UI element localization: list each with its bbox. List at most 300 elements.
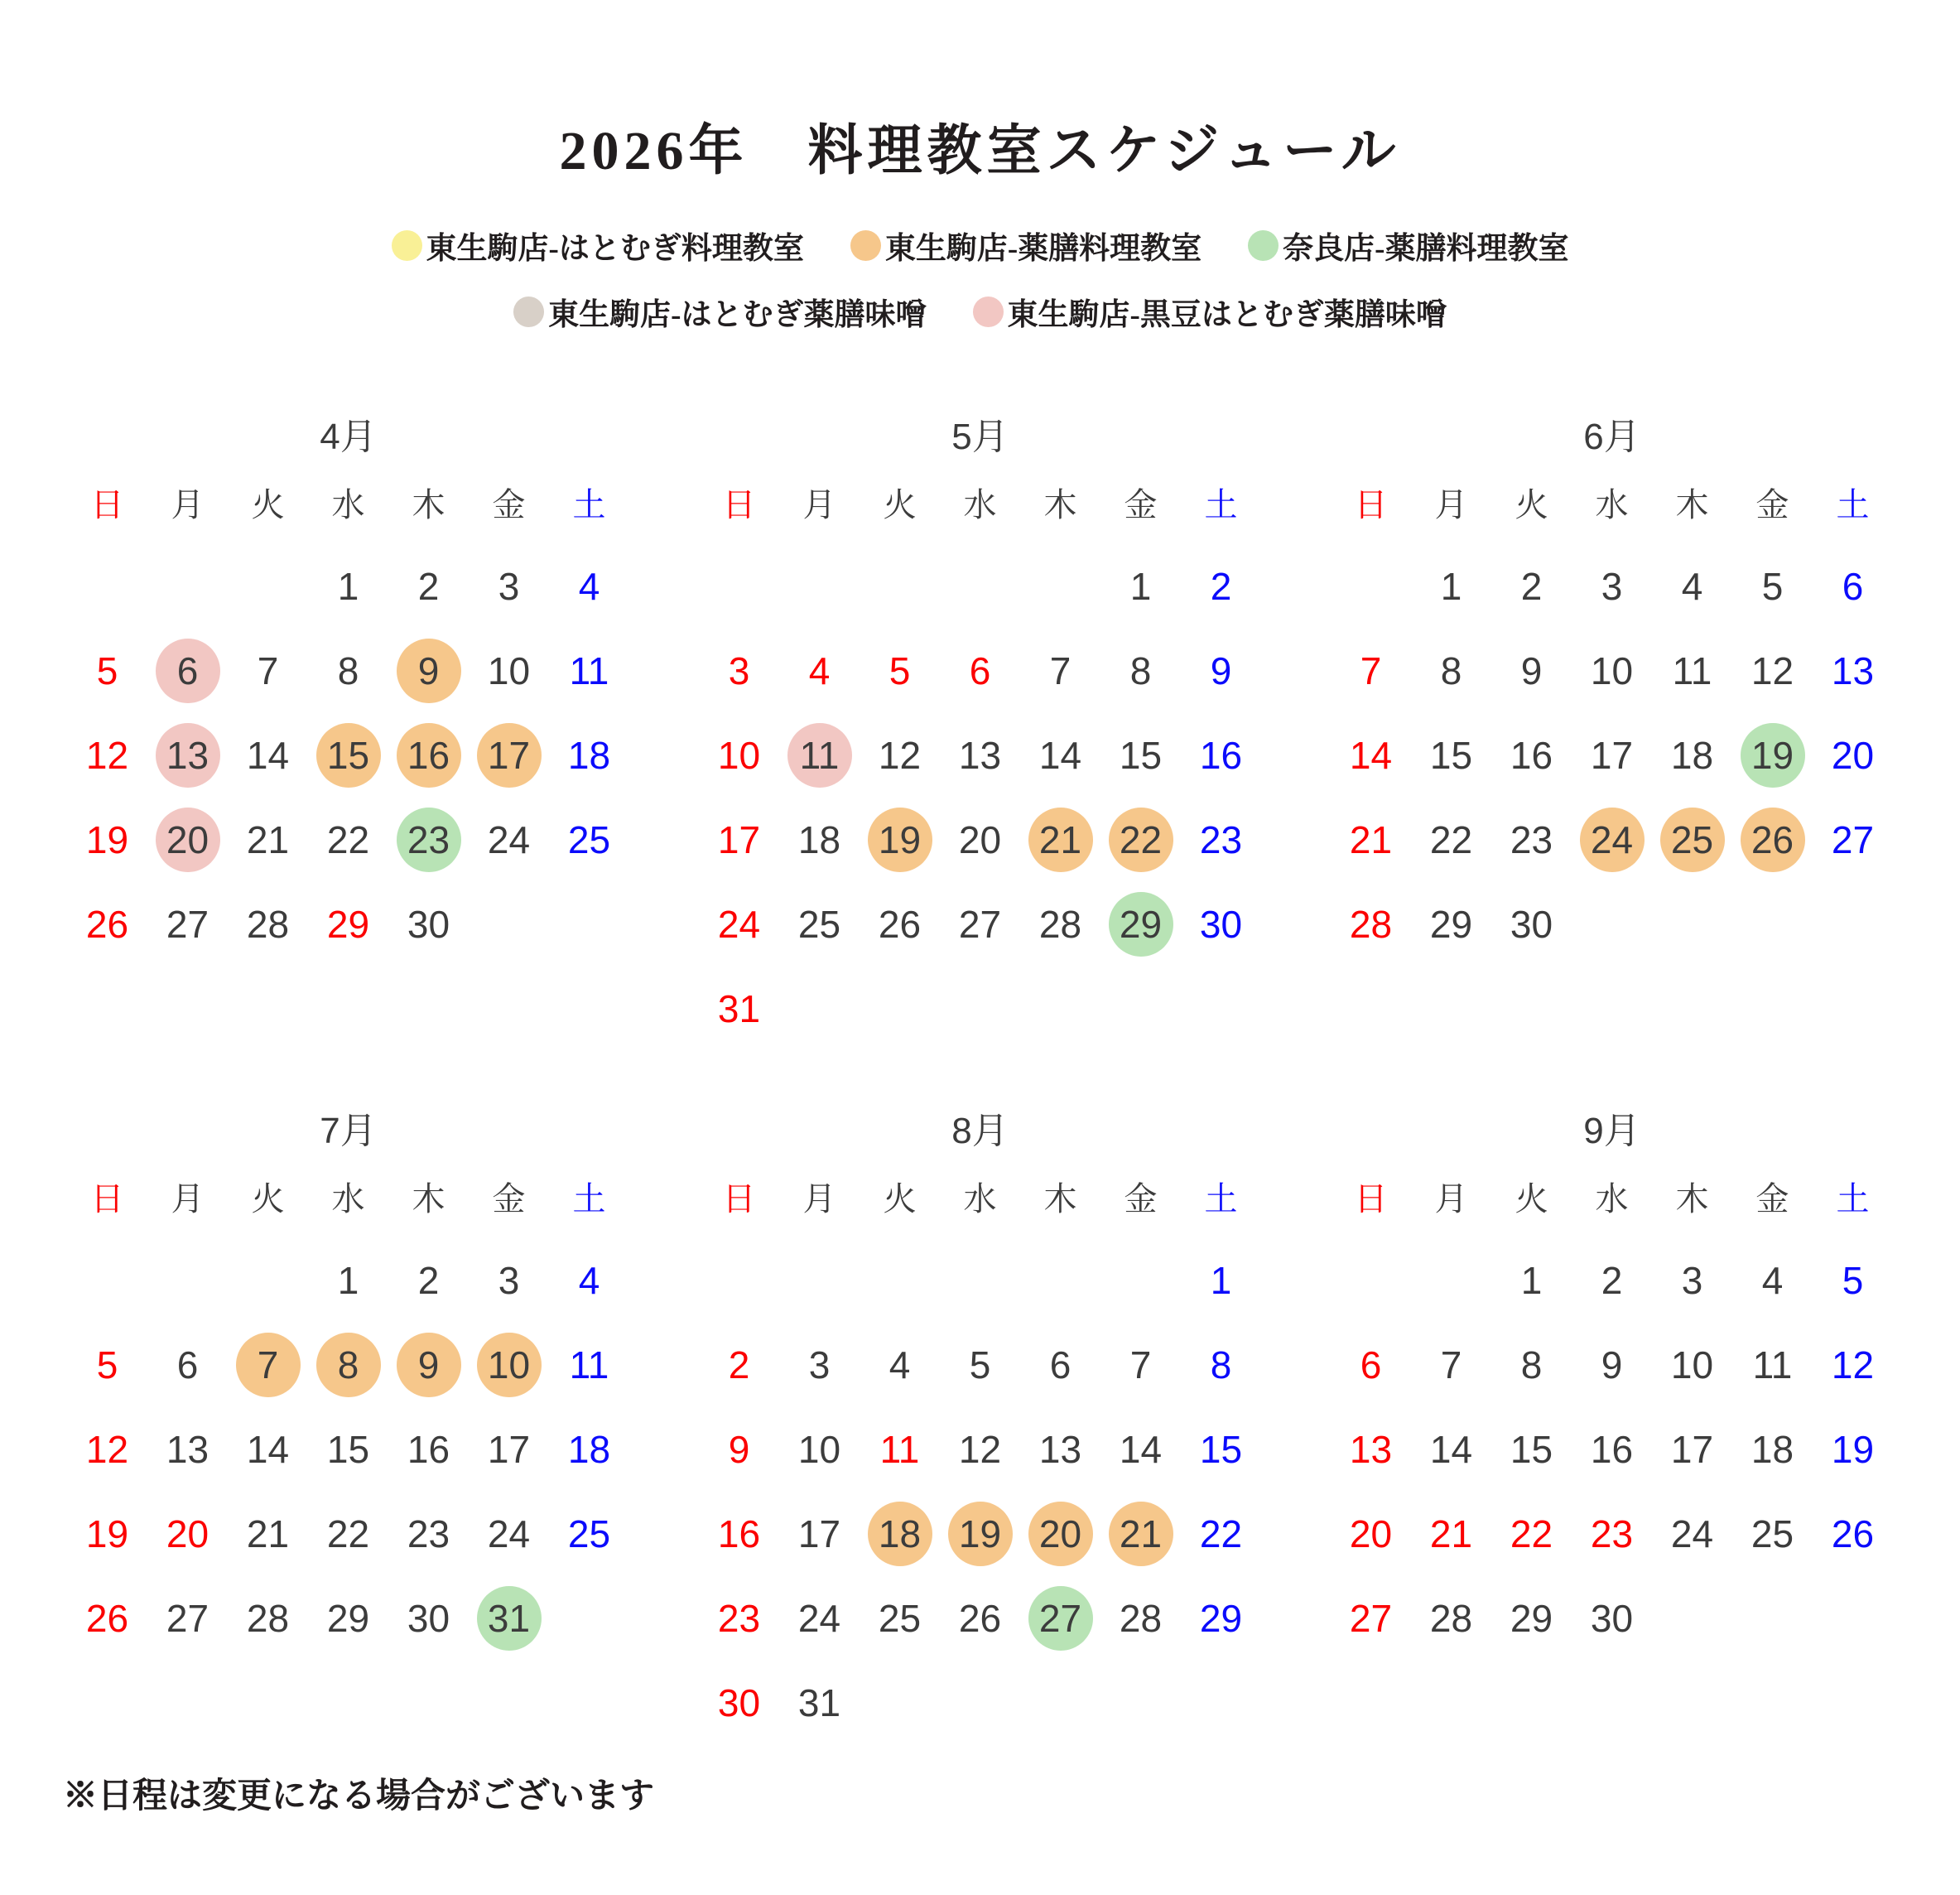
day-number: 8 [1129,649,1152,693]
weekday-header: 木 [412,486,445,523]
empty-cell [1411,1238,1491,1323]
day-cell [228,713,308,798]
day-number: 15 [1199,1428,1243,1472]
day-number: 4 [578,1259,600,1303]
day-cell [1100,882,1181,967]
weekday-header: 日 [90,486,124,523]
day-cell [1100,1323,1181,1407]
legend-label: 東生駒店-黒豆はとむぎ薬膳味噌 [1007,298,1447,333]
day-number: 4 [578,565,600,609]
day-number: 6 [176,1343,199,1387]
day-number: 20 [958,818,1002,862]
day-cell [308,1323,388,1407]
weekday-header: 日 [1354,486,1388,523]
day-cell [1813,629,1893,713]
month-grid [1331,1154,1893,1661]
day-number: 16 [1510,734,1553,778]
day-number: 18 [797,818,841,862]
weekday-header: 木 [1675,486,1709,523]
day-cell [860,713,940,798]
day-cell [1411,882,1491,967]
day-cell [1813,713,1893,798]
day-number: 6 [1049,1343,1071,1387]
day-number: 12 [878,734,922,778]
green-dot-icon [1248,230,1279,261]
day-cell [469,1492,549,1576]
day-cell [1572,713,1652,798]
day-number: 11 [569,1343,609,1387]
day-number: 25 [567,1512,611,1556]
day-number: 12 [958,1428,1002,1472]
day-number: 28 [246,1597,290,1641]
day-cell [1652,1238,1732,1323]
month-title: 8月 [951,1111,1009,1152]
empty-cell [1652,882,1732,967]
day-number: 5 [96,1343,118,1387]
day-cell [308,882,388,967]
day-number: 2 [1601,1259,1623,1303]
day-number: 5 [889,649,911,693]
day-number: 23 [1199,818,1243,862]
day-cell [1732,629,1813,713]
empty-cell [1020,1661,1100,1745]
empty-cell [1100,967,1181,1051]
day-cell [228,798,308,882]
month-9月 [1331,1101,1893,1745]
day-cell [779,629,860,713]
weekday-header: 日 [722,486,756,523]
empty-cell [860,1661,940,1745]
day-cell [1732,1407,1813,1492]
day-cell [1100,544,1181,629]
day-cell [940,629,1020,713]
day-cell [1652,544,1732,629]
day-cell [549,1238,629,1323]
day-cell [308,1238,388,1323]
legend-label: 東生駒店-はとむぎ料理教室 [426,232,804,267]
legend-label: 東生駒店-はとむぎ薬膳味噌 [548,298,927,333]
day-number: 31 [797,1681,841,1725]
day-number: 26 [878,903,922,947]
day-cell [147,1576,228,1661]
day-number: 10 [487,649,531,693]
day-number: 27 [1831,818,1875,862]
day-cell [228,1492,308,1576]
empty-cell [549,882,629,967]
day-number: 25 [878,1597,922,1641]
empty-cell [147,1238,228,1323]
day-number: 15 [326,734,370,778]
day-number: 27 [1038,1597,1082,1641]
day-number: 10 [1590,649,1634,693]
day-number: 13 [958,734,1002,778]
weekday-header: 水 [331,486,365,523]
day-number: 18 [567,1428,611,1472]
day-number: 24 [1590,818,1634,862]
day-number: 9 [1210,649,1232,693]
day-cell [1181,713,1261,798]
day-cell [1572,1238,1652,1323]
day-number: 23 [1510,818,1553,862]
day-cell [699,1492,779,1576]
day-number: 23 [407,818,450,862]
day-number: 17 [487,1428,531,1472]
day-number: 11 [569,649,609,693]
empty-cell [1020,967,1100,1051]
day-cell [1411,1576,1491,1661]
day-cell [1100,798,1181,882]
day-number: 22 [1119,818,1163,862]
empty-cell [1572,882,1652,967]
day-number: 2 [1520,565,1543,609]
day-cell [67,713,147,798]
day-cell [1020,1576,1100,1661]
day-cell [779,798,860,882]
day-number: 26 [85,1597,129,1641]
day-cell [1020,1323,1100,1407]
day-cell [388,1407,469,1492]
legend-label: 東生駒店-薬膳料理教室 [884,232,1202,267]
empty-cell [1181,967,1261,1051]
day-number: 13 [1038,1428,1082,1472]
day-cell [940,1492,1020,1576]
day-cell [860,629,940,713]
day-cell [1100,1407,1181,1492]
day-cell [940,798,1020,882]
day-cell [1331,1576,1411,1661]
weekday-header: 金 [1124,486,1158,523]
empty-cell [940,1661,1020,1745]
legend-label: 奈良店-薬膳料理教室 [1283,232,1569,267]
day-number: 29 [1429,903,1473,947]
day-cell [1813,1238,1893,1323]
day-cell [860,1407,940,1492]
day-cell [147,1323,228,1407]
day-cell [1491,882,1572,967]
day-number: 13 [166,1428,209,1472]
day-cell [779,1492,860,1576]
day-number: 26 [958,1597,1002,1641]
empty-cell [1813,882,1893,967]
empty-cell [1100,1661,1181,1745]
day-cell [1411,1492,1491,1576]
day-number: 7 [1360,649,1382,693]
day-cell [1732,1323,1813,1407]
day-cell [308,1576,388,1661]
empty-cell [147,544,228,629]
day-number: 4 [1761,1259,1784,1303]
day-cell [147,1492,228,1576]
day-number: 29 [326,1597,370,1641]
day-number: 3 [1681,1259,1703,1303]
day-cell [1491,629,1572,713]
day-cell [469,1323,549,1407]
day-number: 16 [1199,734,1243,778]
day-number: 20 [166,1512,209,1556]
day-number: 22 [1429,818,1473,862]
day-cell [1411,629,1491,713]
day-number: 1 [1520,1259,1543,1303]
day-cell [1020,629,1100,713]
day-number: 7 [1129,1343,1152,1387]
month-grid [699,1154,1261,1745]
day-number: 8 [337,1343,359,1387]
day-cell [67,1323,147,1407]
weekday-header: 土 [1204,486,1238,523]
empty-cell [940,967,1020,1051]
weekday-header: 金 [1124,1180,1158,1218]
weekday-header: 月 [802,486,836,523]
gray-dot-icon [513,297,544,327]
day-cell [1100,1576,1181,1661]
weekday-header: 月 [802,1180,836,1218]
month-4月 [67,407,629,1051]
empty-cell [1652,1576,1732,1661]
day-number: 31 [717,987,761,1031]
day-number: 5 [96,649,118,693]
day-cell [1491,1323,1572,1407]
day-number: 19 [85,818,129,862]
day-cell [1331,798,1411,882]
day-cell [699,713,779,798]
day-number: 20 [1831,734,1875,778]
day-cell [1491,544,1572,629]
day-number: 7 [1049,649,1071,693]
day-number: 17 [797,1512,841,1556]
day-number: 20 [1349,1512,1393,1556]
day-cell [308,1492,388,1576]
day-number: 4 [889,1343,911,1387]
empty-cell [1331,544,1411,629]
day-cell [469,713,549,798]
day-cell [549,713,629,798]
day-cell [147,882,228,967]
day-cell [699,1661,779,1745]
day-number: 21 [246,818,290,862]
day-cell [469,629,549,713]
day-number: 3 [728,649,750,693]
day-number: 13 [1349,1428,1393,1472]
weekday-header: 金 [492,486,526,523]
day-cell [469,798,549,882]
day-cell [67,1576,147,1661]
day-cell [1020,882,1100,967]
yellow-dot-icon [392,230,422,261]
day-cell [1181,629,1261,713]
day-number: 7 [257,1343,279,1387]
day-number: 5 [1842,1259,1864,1303]
schedule-page [0,36,1960,1895]
day-cell [1732,1238,1813,1323]
day-cell [388,1238,469,1323]
day-number: 12 [85,1428,129,1472]
day-number: 11 [1672,649,1712,693]
day-cell [699,882,779,967]
day-cell [1813,1492,1893,1576]
day-number: 13 [166,734,209,778]
empty-cell [1331,1238,1411,1323]
day-number: 8 [1210,1343,1232,1387]
months-grid [0,407,1960,1745]
day-number: 9 [1601,1343,1623,1387]
day-cell [228,1576,308,1661]
empty-cell [1100,1238,1181,1323]
weekday-header: 火 [883,486,917,523]
day-number: 28 [1349,903,1393,947]
month-8月 [699,1101,1261,1745]
day-cell [860,798,940,882]
day-number: 23 [717,1597,761,1641]
day-number: 3 [808,1343,831,1387]
day-cell [1732,1492,1813,1576]
empty-cell [860,1238,940,1323]
weekday-header: 日 [722,1180,756,1218]
day-cell [1572,1407,1652,1492]
day-number: 11 [879,1428,920,1472]
day-cell [1572,798,1652,882]
day-cell [1181,798,1261,882]
day-cell [1411,713,1491,798]
day-cell [1732,713,1813,798]
day-number: 19 [85,1512,129,1556]
weekday-header: 土 [1836,1180,1870,1218]
day-cell [940,1576,1020,1661]
day-cell [549,1492,629,1576]
weekday-header: 火 [1515,1180,1548,1218]
month-title: 4月 [320,417,377,458]
day-cell [1100,1492,1181,1576]
month-title: 9月 [1583,1111,1640,1152]
day-cell [1813,798,1893,882]
weekday-header: 水 [963,1180,997,1218]
day-cell [469,1407,549,1492]
day-cell [1652,629,1732,713]
empty-cell [549,1576,629,1661]
empty-cell [940,544,1020,629]
day-cell [1331,713,1411,798]
day-number: 19 [1831,1428,1875,1472]
day-cell [388,882,469,967]
day-number: 20 [166,818,209,862]
month-title: 5月 [951,417,1009,458]
month-6月 [1331,407,1893,1051]
day-number: 9 [417,1343,440,1387]
legend-row [513,289,1447,334]
day-number: 29 [1119,903,1163,947]
day-cell [549,1407,629,1492]
empty-cell [779,1238,860,1323]
weekday-header: 火 [251,1180,285,1218]
weekday-header: 土 [572,1180,606,1218]
day-number: 31 [487,1597,531,1641]
day-cell [147,798,228,882]
day-cell [699,1323,779,1407]
day-number: 17 [717,818,761,862]
day-number: 21 [246,1512,290,1556]
month-grid [1331,460,1893,967]
day-number: 24 [487,1512,531,1556]
footnote: ※日程は変更になる場合がございます [63,1777,655,1816]
weekday-header: 月 [1434,1180,1468,1218]
day-cell [779,1576,860,1661]
legend [0,223,1960,334]
day-number: 19 [1751,734,1794,778]
day-cell [549,629,629,713]
day-number: 21 [1038,818,1082,862]
day-number: 1 [337,1259,359,1303]
day-cell [308,798,388,882]
day-cell [1331,1323,1411,1407]
day-cell [1732,798,1813,882]
day-cell [308,544,388,629]
day-number: 10 [1670,1343,1714,1387]
day-cell [1813,1323,1893,1407]
day-cell [388,1576,469,1661]
day-cell [1572,1323,1652,1407]
day-cell [388,1323,469,1407]
day-cell [469,1238,549,1323]
day-cell [1652,1492,1732,1576]
weekday-header: 土 [572,486,606,523]
legend-item-gray [513,289,926,334]
day-cell [147,1407,228,1492]
day-number: 30 [1590,1597,1634,1641]
empty-cell [1181,1661,1261,1745]
weekday-header: 木 [412,1180,445,1218]
day-cell [1652,713,1732,798]
day-number: 25 [1751,1512,1794,1556]
day-number: 28 [1119,1597,1163,1641]
day-cell [1572,544,1652,629]
weekday-header: 火 [1515,486,1548,523]
weekday-header: 金 [1755,486,1789,523]
day-number: 8 [1520,1343,1543,1387]
day-cell [388,544,469,629]
empty-cell [228,1238,308,1323]
day-number: 28 [246,903,290,947]
day-number: 12 [85,734,129,778]
day-number: 26 [85,903,129,947]
day-number: 11 [1752,1343,1793,1387]
day-number: 9 [417,649,440,693]
day-number: 14 [1038,734,1082,778]
page-title: 2026年 料理教室スケジュール [559,121,1401,182]
day-number: 6 [1842,565,1864,609]
day-cell [1652,1407,1732,1492]
day-number: 6 [176,649,199,693]
day-number: 22 [1510,1512,1553,1556]
day-number: 23 [1590,1512,1634,1556]
day-cell [779,1407,860,1492]
empty-cell [779,967,860,1051]
day-cell [940,1407,1020,1492]
day-number: 14 [1119,1428,1163,1472]
day-number: 14 [1349,734,1393,778]
day-number: 3 [498,1259,520,1303]
day-cell [1411,798,1491,882]
day-number: 10 [797,1428,841,1472]
day-cell [388,629,469,713]
weekday-header: 月 [171,1180,205,1218]
day-cell [1411,544,1491,629]
day-number: 24 [717,903,761,947]
day-number: 6 [1360,1343,1382,1387]
day-number: 27 [1349,1597,1393,1641]
day-number: 16 [717,1512,761,1556]
weekday-header: 水 [1595,486,1629,523]
day-number: 19 [878,818,922,862]
day-number: 26 [1831,1512,1875,1556]
